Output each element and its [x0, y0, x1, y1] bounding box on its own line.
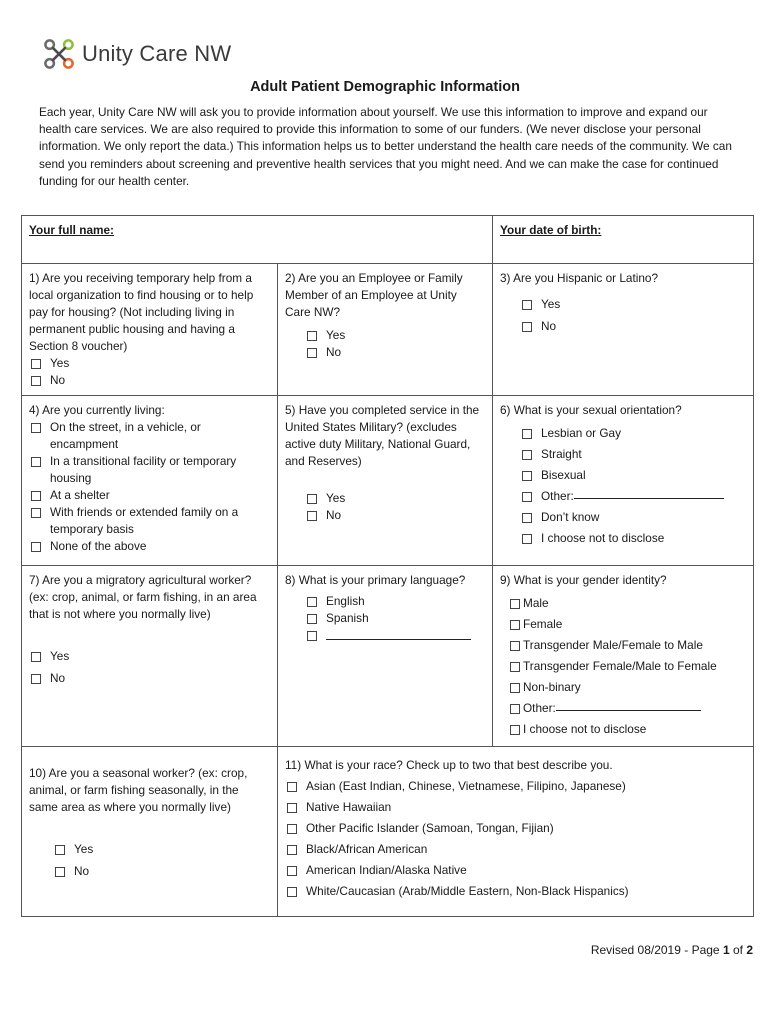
- checkbox[interactable]: [510, 704, 520, 714]
- intro-paragraph: Each year, Unity Care NW will ask you to provide information about yourself. We use this information to improve and expand our health care services. We are also required to provide this information to some of our funders. (We never disclose your personal information. We only report the data.) This information helps us to better understand the health care needs of the community. We can send you reminders about screening and preventive health services that you might need. And we can make the case for continued funding for our health center.: [39, 105, 732, 188]
- demographic-form: [21, 215, 754, 917]
- checkbox[interactable]: [510, 641, 520, 651]
- q3-option-no[interactable]: No: [500, 315, 746, 337]
- q9-option-non-binary[interactable]: Non-binary: [500, 677, 746, 698]
- scissors-people-icon: [42, 37, 76, 71]
- question-8: [278, 566, 493, 747]
- full-name-field[interactable]: [22, 216, 493, 264]
- checkbox[interactable]: [307, 348, 317, 358]
- q4-option-none[interactable]: None of the above: [29, 538, 270, 555]
- q7-option-no[interactable]: No: [29, 667, 270, 689]
- question-text: 8) What is your primary language?: [285, 573, 466, 587]
- q4-option-friends[interactable]: With friends or extended family on a temporary basis: [29, 504, 270, 538]
- checkbox[interactable]: [55, 867, 65, 877]
- checkbox[interactable]: [307, 511, 317, 521]
- question-6: [493, 396, 754, 566]
- checkbox[interactable]: [287, 803, 297, 813]
- checkbox[interactable]: [510, 683, 520, 693]
- question-text: 11) What is your race? Check up to two that best describe you.: [285, 758, 613, 772]
- checkbox[interactable]: [522, 429, 532, 439]
- q11-option-asian[interactable]: Asian (East Indian, Chinese, Vietnamese, Filipino, Japanese): [285, 776, 746, 797]
- q11-option-black[interactable]: Black/African American: [285, 839, 746, 860]
- page-footer: Revised 08/2019 - Page 1 of 2: [590, 943, 753, 957]
- checkbox[interactable]: [522, 513, 532, 523]
- q6-option-dont-know[interactable]: Don’t know: [500, 507, 746, 528]
- question-10: [22, 747, 278, 917]
- q8-option-other[interactable]: [285, 627, 485, 641]
- checkbox[interactable]: [510, 725, 520, 735]
- checkbox[interactable]: [287, 824, 297, 834]
- checkbox[interactable]: [287, 782, 297, 792]
- q4-option-street[interactable]: On the street, in a vehicle, or encampment: [29, 419, 270, 453]
- q11-option-white[interactable]: White/Caucasian (Arab/Middle Eastern, Non-Black Hispanics): [285, 881, 746, 902]
- question-text: 6) What is your sexual orientation?: [500, 403, 682, 417]
- q11-option-native-hawaiian[interactable]: Native Hawaiian: [285, 797, 746, 818]
- question-text: 4) Are you currently living:: [29, 403, 165, 417]
- q6-option-not-disclose[interactable]: I choose not to disclose: [500, 528, 746, 549]
- question-5: [278, 396, 493, 566]
- checkbox[interactable]: [307, 597, 317, 607]
- question-text: 1) Are you receiving temporary help from a local organization to find housing or to help pay for housing? (Not including living in permanent public housing and having a Section 8 voucher): [29, 271, 254, 353]
- q9-option-not-disclose[interactable]: I choose not to disclose: [500, 719, 746, 740]
- checkbox[interactable]: [510, 662, 520, 672]
- other-gender-input[interactable]: [556, 698, 701, 711]
- q5-option-yes[interactable]: Yes: [285, 490, 485, 507]
- q6-option-bisexual[interactable]: Bisexual: [500, 465, 746, 486]
- q4-option-transitional[interactable]: In a transitional facility or temporary housing: [29, 453, 270, 487]
- checkbox[interactable]: [31, 652, 41, 662]
- full-name-label: Your full name:: [29, 223, 114, 237]
- q8-option-english[interactable]: English: [285, 593, 485, 610]
- question-text: 2) Are you an Employee or Family Member of an Employee at Unity Care NW?: [285, 271, 463, 319]
- q7-option-yes[interactable]: Yes: [29, 645, 270, 667]
- q8-option-spanish[interactable]: Spanish: [285, 610, 485, 627]
- logo-text: Unity Care NW: [82, 41, 232, 66]
- q6-option-lesbian-gay[interactable]: Lesbian or Gay: [500, 423, 746, 444]
- q11-option-pacific-islander[interactable]: Other Pacific Islander (Samoan, Tongan, Fijian): [285, 818, 746, 839]
- q3-option-yes[interactable]: Yes: [500, 293, 746, 315]
- checkbox[interactable]: [31, 508, 41, 518]
- question-1: [22, 264, 278, 396]
- checkbox[interactable]: [522, 300, 532, 310]
- question-4: [22, 396, 278, 566]
- checkbox[interactable]: [307, 494, 317, 504]
- question-9: [493, 566, 754, 747]
- checkbox[interactable]: [522, 450, 532, 460]
- q5-option-no[interactable]: No: [285, 507, 485, 524]
- checkbox[interactable]: [31, 359, 41, 369]
- dob-label: Your date of birth:: [500, 223, 602, 237]
- question-text: 10) Are you a seasonal worker? (ex: crop, animal, or farm fishing seasonally, in the same area as where you normally live): [29, 766, 248, 814]
- checkbox[interactable]: [307, 614, 317, 624]
- q10-option-no[interactable]: No: [29, 860, 270, 882]
- q10-option-yes[interactable]: Yes: [29, 838, 270, 860]
- logo: [42, 36, 231, 72]
- q11-option-american-indian[interactable]: American Indian/Alaska Native: [285, 860, 746, 881]
- q9-option-female[interactable]: Female: [500, 614, 746, 635]
- q6-option-straight[interactable]: Straight: [500, 444, 746, 465]
- checkbox[interactable]: [55, 845, 65, 855]
- checkbox[interactable]: [522, 492, 532, 502]
- q4-option-shelter[interactable]: At a shelter: [29, 487, 270, 504]
- q2-option-yes[interactable]: Yes: [285, 327, 485, 344]
- q9-option-trans-male[interactable]: Transgender Male/Female to Male: [500, 635, 746, 656]
- q1-option-no[interactable]: No: [29, 372, 270, 389]
- checkbox[interactable]: [287, 866, 297, 876]
- page-total: 2: [746, 943, 753, 957]
- checkbox[interactable]: [31, 542, 41, 552]
- checkbox[interactable]: [522, 322, 532, 332]
- q9-option-trans-female[interactable]: Transgender Female/Male to Female: [500, 656, 746, 677]
- checkbox[interactable]: [31, 376, 41, 386]
- checkbox[interactable]: [510, 599, 520, 609]
- checkbox[interactable]: [307, 631, 317, 641]
- question-2: [278, 264, 493, 396]
- checkbox[interactable]: [31, 423, 41, 433]
- checkbox[interactable]: [31, 491, 41, 501]
- question-7: [22, 566, 278, 747]
- dob-field[interactable]: [493, 216, 754, 264]
- checkbox[interactable]: [307, 331, 317, 341]
- question-text: 9) What is your gender identity?: [500, 573, 667, 587]
- q9-option-other[interactable]: Other:: [500, 698, 746, 719]
- q1-option-yes[interactable]: Yes: [29, 355, 270, 372]
- q9-option-male[interactable]: Male: [500, 593, 746, 614]
- checkbox[interactable]: [31, 674, 41, 684]
- checkbox[interactable]: [510, 620, 520, 630]
- question-11: [278, 747, 754, 917]
- question-3: [493, 264, 754, 396]
- checkbox[interactable]: [287, 845, 297, 855]
- question-text: 7) Are you a migratory agricultural worker? (ex: crop, animal, or farm fishing, in an area that is not where you normally live): [29, 573, 257, 621]
- other-language-input[interactable]: [326, 627, 471, 640]
- other-input[interactable]: [574, 486, 724, 499]
- page-title: Adult Patient Demographic Information: [250, 79, 520, 95]
- question-text: 5) Have you completed service in the United States Military? (excludes active duty Military, National Guard, and Reserves): [285, 403, 480, 468]
- q2-option-no[interactable]: No: [285, 344, 485, 361]
- page-number: 1: [722, 943, 730, 957]
- checkbox[interactable]: [31, 457, 41, 467]
- q6-option-other[interactable]: Other:: [500, 486, 746, 507]
- checkbox[interactable]: [287, 887, 297, 897]
- checkbox[interactable]: [522, 534, 532, 544]
- question-text: 3) Are you Hispanic or Latino?: [500, 271, 659, 285]
- checkbox[interactable]: [522, 471, 532, 481]
